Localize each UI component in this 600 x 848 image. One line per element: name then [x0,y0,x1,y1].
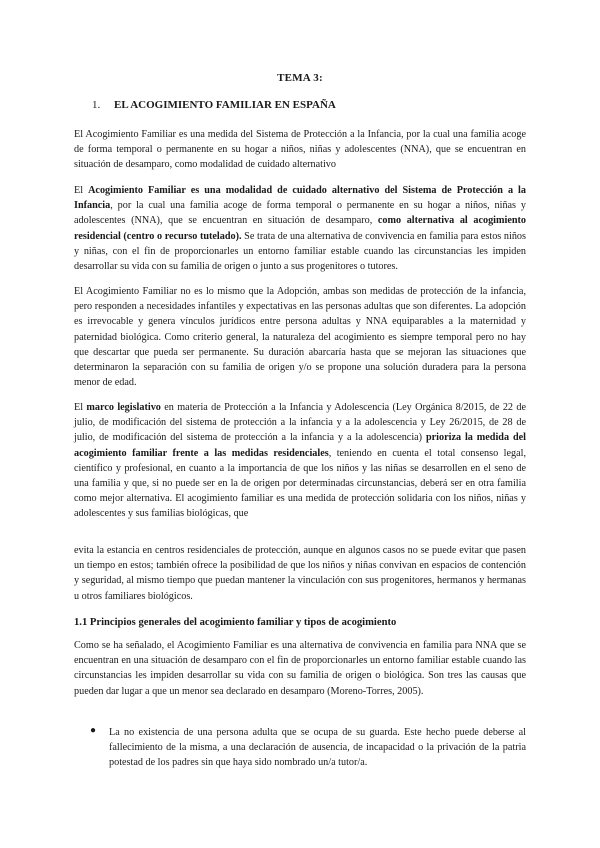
paragraph-continuation: evita la estancia en centros residenciales de protección, aunque en algunos casos no se puede evitar que pasen un tiempo en estos; también ofrece la posibilidad de que los niños y niñas convivan en espacios de contención y seguridad, al mismo tiempo que puedan mantener la vinculación con sus progenitores, hermanos y hermanas u otros familiares biológicos. [74,545,526,602]
paragraph-legal-text-3: , teniendo en cuenta el total consenso legal, científico y profesional, en cuanto a la importancia de que los niños y las niñas se desarrollen en el seno de una familia y que, si no puede ser en la de origen por determinadas circunstancias, deberá ser en otra familia como mejor alternativa. El acogimiento familiar es una medida de protección solidaria con los niños, niñas y adolescentes y sus familias biológicas, que [74,447,526,520]
section-number: 1. [92,99,101,111]
paragraph-definition [74,183,526,274]
paragraph-legal-text-1: El [74,402,87,413]
paragraph-legal-framework [74,400,526,522]
list-item: La no existencia de una persona adulta que se ocupa de su guarda. Este hecho puede deberse al fallecimiento de la misma, a una declaración de ausencia, de incapacidad o la privación de la patria potestad de los padres sin que haya sido nombrado un/a tutor/a. [109,727,526,769]
paragraph-definition-text-2: , por la cual una familia acoge de forma temporal o permanente en su hogar a niños, niñas y adolescentes (NNA), que se encuentran en situación de desamparo, [74,200,526,227]
paragraph-definition-text-1: El [74,185,89,196]
paragraph-adoption-comparison: El Acogimiento Familiar no es lo mismo que la Adopción, ambas son medidas de protección de la infancia, pero responden a necesidades infantiles y expectativas en las personas adultas que son diferentes. La adopción es irrevocable y genera vínculos jurídicos entre persona adultas y NNA equiparables a la maternidad y paternidad biológica. Como criterio general, la naturaleza del acogimiento es siempre temporal pero no hay que descartar que pueda ser permanente. Su duración abarcaría hasta que se mejoran las situaciones que determinaron la separación con su familia de origen y/o se propone una solución duradera para la persona menor de edad. [74,286,526,389]
bullet-dot-icon: ● [90,725,97,736]
page-title: TEMA 3: [277,72,323,84]
paragraph-definition-bold-2: como alternativa al acogimiento residencial (centro o recurso tutelado). [74,215,526,242]
section-heading-text: EL ACOGIMIENTO FAMILIAR EN ESPAÑA [114,99,336,111]
paragraph-legal-bold-2: prioriza la medida del acogimiento familiar frente a las medidas residenciales [74,432,526,459]
paragraph-legal-bold-1: marco legislativo [86,402,161,413]
subsection-heading: 1.1 Principios generales del acogimiento familiar y tipos de acogimiento [74,617,397,628]
paragraph-definition-text-3: Se trata de una alternativa de convivencia en familia para estos niños y niñas, con el fin de proporcionarles un entorno familiar estable cuando las circunstancias les impiden desarrollar su vida con su familia de origen o junto a sus progenitores o tutores. [74,230,526,273]
paragraph-definition-bold-1: Acogimiento Familiar es una modalidad de cuidado alternativo del Sistema de Protección a la Infancia [74,185,526,212]
section-heading [92,99,336,111]
paragraph-principles: Como se ha señalado, el Acogimiento Familiar es una alternativa de convivencia en familia para NNA que se encuentran en una situación de desamparo con el fin de proporcionarles un entorno familiar estable cuando las circunstancias les impiden desarrollar su vida con su familia de origen o biológica. Son tres las causas que pueden dar lugar a que un menor sea declarado en desamparo (Moreno-Torres, 2005). [74,640,526,697]
paragraph-intro: El Acogimiento Familiar es una medida del Sistema de Protección a la Infancia, por la cual una familia acoge de forma temporal o permanente en su hogar a niños, niñas y adolescentes (NNA), que se encuentran en situación de desamparo, como modalidad de cuidado alternativo [74,129,526,171]
paragraph-legal-text-2: en materia de Protección a la Infancia y Adolescencia (Ley Orgánica 8/2015, de 22 de julio, de modificación del sistema de protección a la infancia y a la adolescencia y Ley 26/2015, de 28 de julio, de modificación del sistema de protección a la infancia y a la adolescencia) [74,402,526,444]
